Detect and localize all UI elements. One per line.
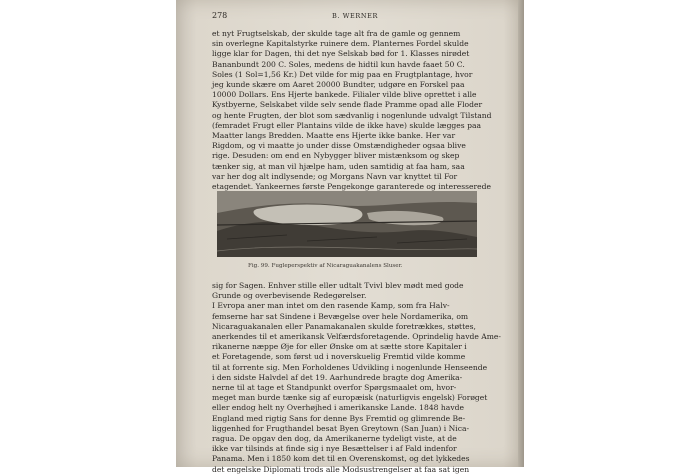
text-line: nerne til at tage et Standpunkt overfor Spørgsmaalet om, hvor- [212,383,457,393]
text-line: (femradet Frugt eller Plantains vilde de ikke have) skulde lægges paa [212,120,482,130]
text-line: femserne har sat Sindene i Bevægelse over hele Nordamerika, om [212,311,469,321]
text-line: 10000 Dollars. Ens Hjerte bankede. Filialer vilde blive oprettet i alle [212,90,477,100]
text-line: ikke var tilsinds at finde sig i nye Besættelser i af Fald indenfor [212,444,457,454]
page-edge [518,0,524,467]
text-line: I Evropa aner man intet om den rasende Kamp, som fra Halv- [212,301,450,311]
text-line: tænker sig, at man vil hjælpe ham, uden samtidig at faa ham, saa [212,161,465,171]
running-head [212,11,502,23]
text-line: ligge klar for Dagen, thi det nye Selskab bød for 1. Klasses nirødet [212,49,470,59]
text-line: etagendet. Yankeernes første Pengekonge garanterede og interesserede [212,182,491,192]
text-line: var her dog alt indlysende; og Morgans Navn var knyttet til For [212,171,458,181]
figure-caption: Fig. 99. Fugleperspektiv af Nicaraguakanalens Sluser. [248,263,403,269]
text-line: Panama. Men i 1850 kom det til en Overenskomst, og det lykkedes [212,454,470,464]
text-line: det engelske Diplomati trods alle Modsustrengelser at faa sat igen [212,464,470,474]
running-head-author: B. WERNER [332,12,378,20]
text-line: England med rigtig Sans for denne Bys Fremtid og glimrende Be- [212,413,466,423]
paragraph-bottom [212,281,504,475]
text-line: eller endog helt ny Overhøjhed i amerikanske Lande. 1848 havde [212,403,464,413]
text-line: meget man burde tænke sig af europæisk (naturligvis engelsk) Forøget [212,393,488,403]
text-line: rikanerne næppe Øje for eller Ønske om at sætte store Kapitaler i [212,342,467,352]
text-line: anerkendes til et amerikansk Velfærdsforetagende. Oprindelig havde Ame- [212,332,501,342]
text-line: ragua. De opgav den dog, da Amerikanerne tydeligt viste, at de [212,434,457,444]
text-line: Grunde og overbevisende Redegørelser. [212,291,367,301]
text-line: sig for Sagen. Enhver stille eller udtalt Tvivl blev mødt med gode [212,281,464,290]
text-line: Maatter langs Bredden. Maatte ens Hjerte ikke banke. Her var [212,131,456,141]
text-line: Nicaraguakanalen eller Panamakanalen skulde foretrækkes, støttes, [212,321,476,331]
text-line: til at forrente sig. Men Forholdenes Udvikling i nogenlunde Henseende [212,362,488,372]
paragraph-top [212,29,504,192]
text-line: et Foretagende, som først ud i noverskuelig Fremtid vilde komme [212,352,466,362]
text-line: et nyt Frugtselskab, der skulde tage alt fra de gamle og gennem [212,29,461,38]
book-page [176,0,524,474]
canal-locks-illustration [217,191,477,257]
text-line: sin overlegne Kapitalstyrke ruinere dem. Planternes Fordel skulde [212,39,469,49]
text-line: Bananbundt 200 C. Soles, medens de hidtil kun havde faaet 50 C. [212,59,465,69]
text-line: Soles (1 Sol=1,56 Kr.) Det vilde for mig paa en Frugtplantage, hvor [212,69,473,79]
page-number: 278 [212,11,228,20]
text-line: jeg kunde skære om Aaret 20000 Bundter, udgøre en Forskel paa [212,80,465,90]
text-line: rige. Desuden: om end en Nybygger bliver mistænksom og skep [212,151,460,161]
text-line: liggenhed for Frugthandel besat Byen Greytown (San Juan) i Nica- [212,423,470,433]
aerial-view-drawing [217,191,477,257]
text-line: i den sidste Halvdel af det 19. Aarhundrede bragte dog Amerika- [212,372,463,382]
text-line: Rigdom, og vi maatte jo under disse Omstændigheder ogsaa blive [212,141,466,151]
text-line: Kystbyerne, Selskabet vilde selv sende flade Pramme opad alle Floder [212,100,483,110]
text-line: og hente Frugten, der blot som sædvanlig i nogenlunde udvalgt Tilstand [212,110,492,120]
